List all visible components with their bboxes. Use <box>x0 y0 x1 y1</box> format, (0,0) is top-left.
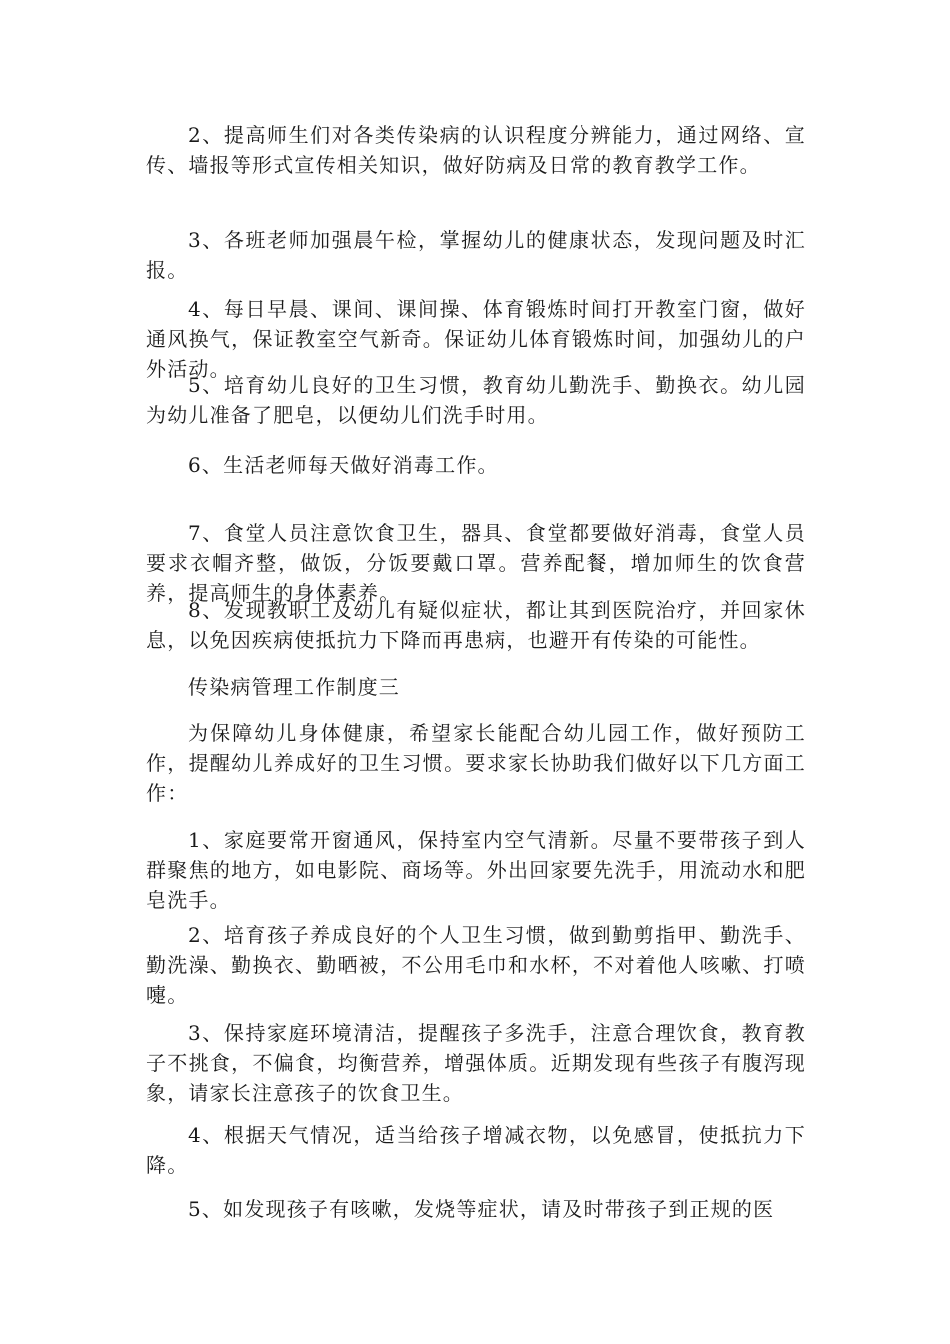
paragraph-item-6-disinfection: 6、生活老师每天做好消毒工作。 <box>188 453 499 477</box>
paragraph-item-7-canteen: 7、食堂人员注意饮食卫生，器具、食堂都要做好消毒，食堂人员要求衣帽齐整，做饭，分饭要戴口罩。营养配餐，增加师生的饮食营养，提高师生的身体素养。 <box>146 521 806 605</box>
paragraph-parent-item-3: 3、保持家庭环境清洁，提醒孩子多洗手，注意合理饮食，教育教子不挑食，不偏食，均衡营养，增强体质。近期发现有些孩子有腹泻现象，请家长注意孩子的饮食卫生。 <box>146 1021 806 1105</box>
paragraph-parent-item-4: 4、根据天气情况，适当给孩子增减衣物，以免感冒，使抵抗力下降。 <box>146 1123 806 1177</box>
section-heading: 传染病管理工作制度三 <box>188 675 400 699</box>
paragraph-intro-parents: 为保障幼儿身体健康，希望家长能配合幼儿园工作，做好预防工作，提醒幼儿养成好的卫生习惯。要求家长协助我们做好以下几方面工作： <box>146 721 806 805</box>
paragraph-item-4-ventilation: 4、每日早晨、课间、课间操、体育锻炼时间打开教室门窗，做好通风换气，保证教室空气新奇。保证幼儿体育锻炼时间，加强幼儿的户外活动。 <box>146 297 806 381</box>
paragraph-item-3-health-check: 3、各班老师加强晨午检，掌握幼儿的健康状态，发现问题及时汇报。 <box>146 228 806 282</box>
paragraph-parent-item-5: 5、如发现孩子有咳嗽，发烧等症状，请及时带孩子到正规的医 <box>188 1197 775 1221</box>
paragraph-item-5-hygiene: 5、培育幼儿良好的卫生习惯，教育幼儿勤洗手、勤换衣。幼儿园为幼儿准备了肥皂，以便幼儿们洗手时用。 <box>146 373 806 427</box>
document-page <box>146 0 806 1344</box>
paragraph-parent-item-2: 2、培育孩子养成良好的个人卫生习惯，做到勤剪指甲、勤洗手、勤洗澡、勤换衣、勤晒被，不公用毛巾和水杯，不对着他人咳嗽、打喷嚏。 <box>146 923 806 1007</box>
paragraph-item-8-symptoms: 8、发现教职工及幼儿有疑似症状，都让其到医院治疗，并回家休息，以免因疾病使抵抗力下降而再患病，也避开有传染的可能性。 <box>146 598 806 652</box>
paragraph-parent-item-1: 1、家庭要常开窗通风，保持室内空气清新。尽量不要带孩子到人群聚焦的地方，如电影院、商场等。外出回家要先洗手，用流动水和肥皂洗手。 <box>146 828 806 912</box>
paragraph-item-2-knowledge: 2、提高师生们对各类传染病的认识程度分辨能力，通过网络、宣传、墙报等形式宣传相关知识，做好防病及日常的教育教学工作。 <box>146 123 806 177</box>
